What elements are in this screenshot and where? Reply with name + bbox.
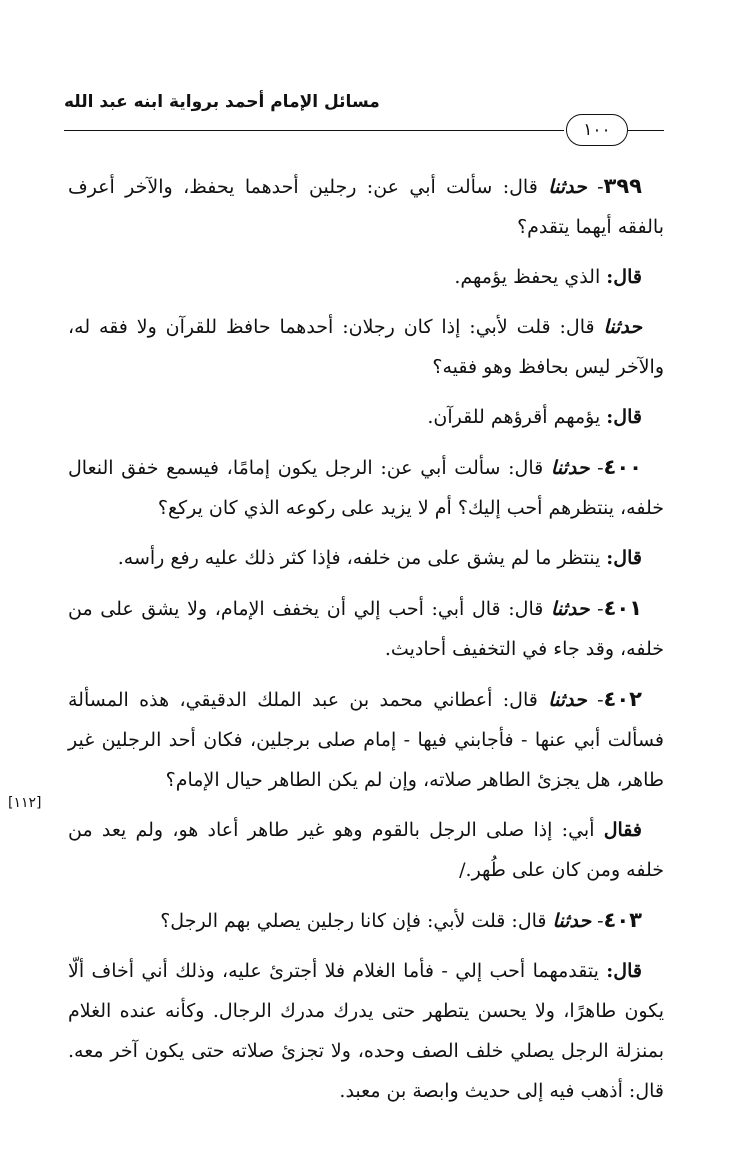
answer-paragraph <box>68 257 664 297</box>
paragraph-text: ينتظر ما لم يشق على من خلفه، فإذا كثر ذلك عليه رفع رأسه. <box>117 547 607 569</box>
lead-word: حدثنا <box>550 457 590 479</box>
issue-number: ٤٠١ <box>603 596 643 620</box>
separator: - <box>589 598 604 620</box>
paragraph-text: يؤمهم أقرؤهم للقرآن. <box>427 406 607 428</box>
answer-paragraph <box>68 951 664 1111</box>
lead-word: حدثنا <box>552 910 592 932</box>
lead-word: حدثنا <box>550 598 590 620</box>
paragraph-text: قال: قلت لأبي: إذا كان رجلان: أحدهما حافظ للقرآن ولا فقه له، والآخر ليس بحافظ وهو فقيه؟ <box>68 316 664 378</box>
paragraph-400 <box>68 447 664 528</box>
body-text <box>68 166 664 1121</box>
lead-word: حدثنا <box>548 689 587 711</box>
header-rule-left <box>628 130 664 131</box>
question-paragraph <box>68 307 664 387</box>
header-rule-right <box>64 130 564 131</box>
lead-word: قال: <box>606 406 642 428</box>
separator: - <box>591 910 604 932</box>
lead-word: قال: <box>606 547 642 569</box>
separator: - <box>586 176 604 198</box>
paragraph-text: قال: سألت أبي عن: الرجل يكون إمامًا، فيسمع خفق النعال خلفه، ينتظرهم أحب إليك؟ أم لا يزيد على ركوعه الذي كان يركع؟ <box>68 457 664 519</box>
answer-paragraph <box>68 810 664 890</box>
lead-word: قال: <box>606 266 642 288</box>
answer-paragraph <box>68 538 664 578</box>
lead-word: فقال <box>603 819 642 841</box>
paragraph-text: الذي يحفظ يؤمهم. <box>454 266 607 288</box>
paragraph-text: أبي: إذا صلى الرجل بالقوم وهو غير طاهر أعاد هو، ولم يعد من خلفه ومن كان على طُهر./ <box>68 819 664 881</box>
paragraph-text: قال: قلت لأبي: فإن كانا رجلين يصلي بهم الرجل؟ <box>160 910 553 932</box>
manuscript-page-marker: [١١٢] <box>8 795 42 811</box>
paragraph-text: قال: سألت أبي عن: رجلين أحدهما يحفظ، والآخر أعرف بالفقه أيهما يتقدم؟ <box>68 176 664 238</box>
paragraph-399 <box>68 166 664 247</box>
page-number: ١٠٠ <box>566 114 628 146</box>
paragraph-text: يتقدمهما أحب إلي - فأما الغلام فلا أجترئ عليه، وذلك أني أخاف ألّا يكون طاهرًا، ولا يحسن يتطهر حتى يدرك مدرك الرجال. وكأنه عنده الغلام بمنزلة الرجل يصلي خلف الصف وحده، ولا تجزئ صلاته حتى يكون آخر معه. قال: أذهب فيه إلى حديث وابصة بن معبد. <box>68 960 664 1102</box>
paragraph-text: قال: أعطاني محمد بن عبد الملك الدقيقي، هذه المسألة فسألت أبي عنها - فأجابني فيها - إمام صلى برجلين، فكان أحد الرجلين غير طاهر، هل يجزئ الطاهر صلاته، وإن لم يكن الطاهر حيال الإمام؟ <box>68 689 664 791</box>
issue-number: ٣٩٩ <box>603 174 642 198</box>
issue-number: ٤٠٢ <box>603 687 642 711</box>
lead-word: حدثنا <box>603 316 642 338</box>
running-title: مسائل الإمام أحمد برواية ابنه عبد الله <box>64 92 380 112</box>
separator: - <box>589 457 604 479</box>
lead-word: حدثنا <box>548 176 587 198</box>
issue-number: ٤٠٣ <box>603 908 642 932</box>
paragraph-403 <box>68 900 664 941</box>
answer-paragraph <box>68 397 664 437</box>
paragraph-text: قال: قال أبي: أحب إلي أن يخفف الإمام، ولا يشق على من خلفه، وقد جاء في التخفيف أحاديث. <box>68 598 664 660</box>
separator: - <box>586 689 604 711</box>
lead-word: قال: <box>606 960 642 982</box>
paragraph-401 <box>68 588 664 669</box>
issue-number: ٤٠٠ <box>603 455 642 479</box>
paragraph-402 <box>68 679 664 800</box>
